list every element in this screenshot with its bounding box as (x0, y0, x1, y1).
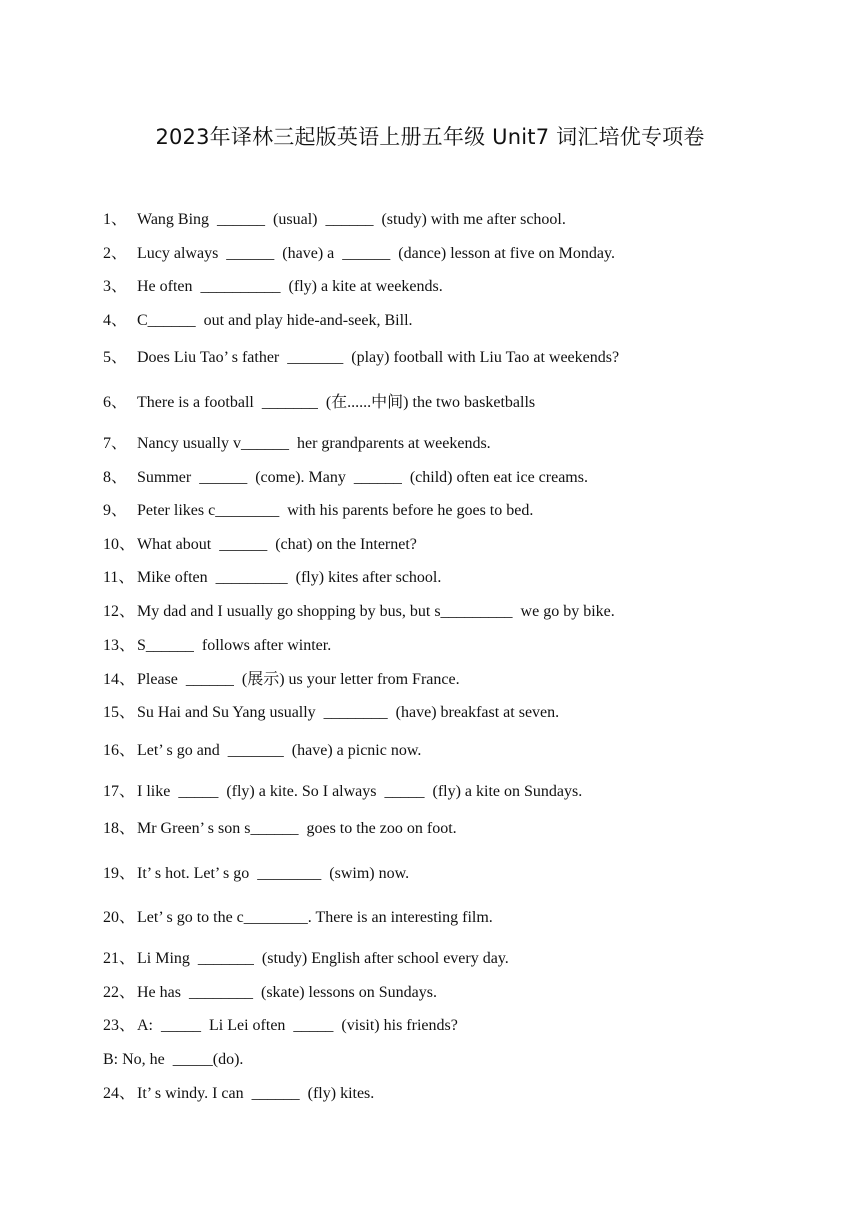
question-number: 2、 (103, 245, 128, 262)
question-text: It’ s windy. I can ______ (fly) kites. (137, 1085, 375, 1102)
question-number: 21、 (103, 950, 136, 967)
question-text: S______ follows after winter. (137, 637, 332, 654)
question-text: B: No, he _____(do). (103, 1051, 244, 1068)
question-number: 4、 (103, 312, 128, 329)
question-20 (103, 908, 493, 928)
question-number: 17、 (103, 783, 136, 800)
question-14 (103, 670, 460, 690)
question-text: Summer ______ (come). Many ______ (child) often eat ice creams. (137, 469, 588, 486)
question-number: 23、 (103, 1017, 136, 1034)
question-11 (103, 568, 441, 588)
question-number: 18、 (103, 820, 136, 837)
question-1 (103, 210, 566, 230)
question-22 (103, 983, 437, 1003)
question-text: Mike often _________ (fly) kites after school. (137, 569, 442, 586)
question-number: 10、 (103, 536, 136, 553)
question-text: Wang Bing ______ (usual) ______ (study) with me after school. (137, 211, 566, 228)
question-text: He has ________ (skate) lessons on Sundays. (137, 984, 437, 1001)
question-4 (103, 311, 413, 331)
question-15 (103, 703, 559, 723)
question-number: 9、 (103, 502, 128, 519)
question-7 (103, 434, 491, 454)
question-number: 6、 (103, 394, 128, 411)
question-number: 16、 (103, 742, 136, 759)
question-18 (103, 819, 457, 839)
question-17 (103, 782, 582, 802)
question-number: 22、 (103, 984, 136, 1001)
question-text: It’ s hot. Let’ s go ________ (swim) now. (137, 865, 410, 882)
question-number: 24、 (103, 1085, 136, 1102)
question-5 (103, 348, 619, 368)
question-text: Let’ s go and _______ (have) a picnic now. (137, 742, 422, 759)
question-23 (103, 1016, 458, 1036)
question-text: Does Liu Tao’ s father _______ (play) football with Liu Tao at weekends? (137, 349, 620, 366)
question-text: My dad and I usually go shopping by bus, but s_________ we go by bike. (137, 603, 615, 620)
question-number: 13、 (103, 637, 136, 654)
question-number: 15、 (103, 704, 136, 721)
question-text: Please ______ (展示) us your letter from France. (137, 671, 460, 688)
question-number: 1、 (103, 211, 128, 228)
question-text: A: _____ Li Lei often _____ (visit) his friends? (137, 1017, 458, 1034)
question-8 (103, 468, 588, 488)
question-text: Su Hai and Su Yang usually ________ (have) breakfast at seven. (137, 704, 560, 721)
question-text: Let’ s go to the c________. There is an interesting film. (137, 909, 493, 926)
question-text: Li Ming _______ (study) English after school every day. (137, 950, 509, 967)
question-number: 14、 (103, 671, 136, 688)
question-6 (103, 393, 535, 413)
question-text: What about ______ (chat) on the Internet? (137, 536, 417, 553)
question-13 (103, 636, 331, 656)
question-3 (103, 277, 443, 297)
question-number: 5、 (103, 349, 128, 366)
question-text: Peter likes c________ with his parents before he goes to bed. (137, 502, 534, 519)
question-24 (103, 1084, 374, 1104)
question-12 (103, 602, 615, 622)
question-10 (103, 535, 417, 555)
question-16 (103, 741, 421, 761)
question-number: 8、 (103, 469, 128, 486)
question-number: 12、 (103, 603, 136, 620)
question-text: Nancy usually v______ her grandparents at weekends. (137, 435, 491, 452)
page-title: 2023年译林三起版英语上册五年级 Unit7 词汇培优专项卷 (155, 125, 705, 149)
question-text: Lucy always ______ (have) a ______ (dance) lesson at five on Monday. (137, 245, 615, 262)
question-text: Mr Green’ s son s______ goes to the zoo on foot. (137, 820, 457, 837)
question-21 (103, 949, 509, 969)
question-number: 11、 (103, 569, 135, 586)
question-text: There is a football _______ (在......中间) the two basketballs (137, 394, 536, 411)
question-number: 3、 (103, 278, 128, 295)
question-text: I like _____ (fly) a kite. So I always _____ (fly) a kite on Sundays. (137, 783, 583, 800)
question-text: He often __________ (fly) a kite at weekends. (137, 278, 443, 295)
question-23-answer-line (103, 1050, 243, 1070)
question-text: C______ out and play hide-and-seek, Bill. (137, 312, 413, 329)
question-number: 20、 (103, 909, 136, 926)
question-2 (103, 244, 615, 264)
question-number: 19、 (103, 865, 136, 882)
question-19 (103, 864, 409, 884)
question-number: 7、 (103, 435, 128, 452)
question-9 (103, 501, 533, 521)
